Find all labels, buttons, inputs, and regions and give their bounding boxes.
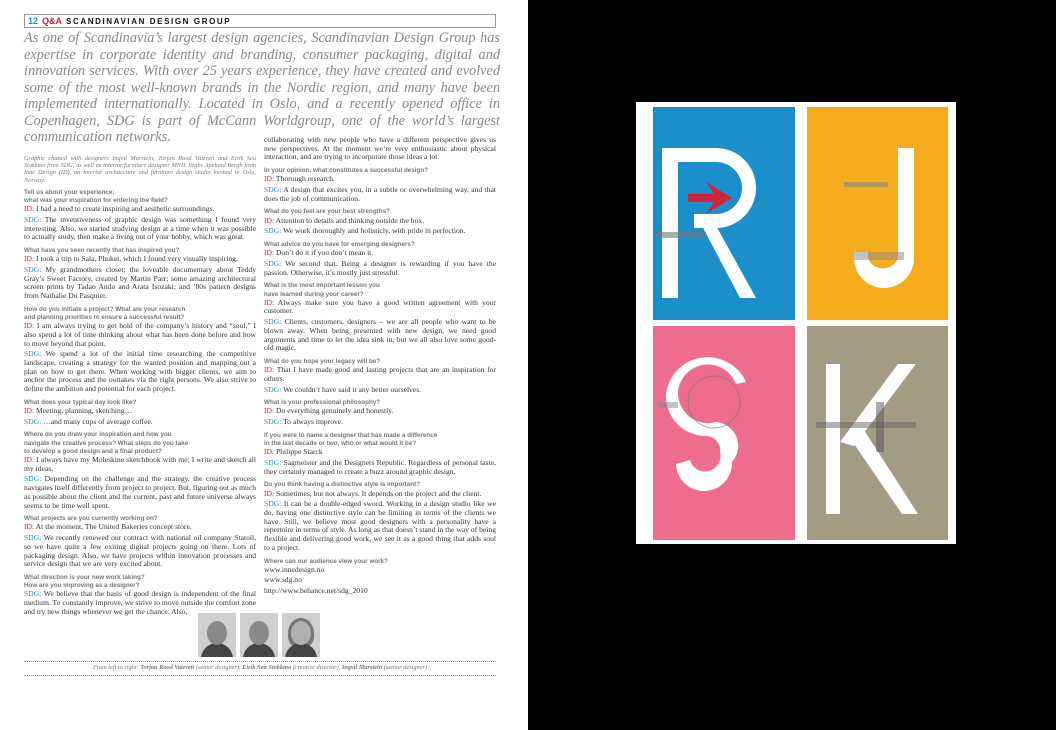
- answer-text: At the moment, The United Bakeries concept store.: [34, 522, 192, 532]
- question: and planning priorities to ensure a successful result?: [24, 313, 185, 321]
- question: What is the most important lesson you: [264, 282, 380, 290]
- answer: [264, 227, 496, 236]
- answer-text: Always make sure you have a good written agreement with your customer.: [264, 297, 496, 316]
- question: What have you seen recently that has inspired you?: [24, 247, 180, 255]
- designer-photos: [198, 613, 320, 657]
- answer-text: Do everything genuinely and honestly.: [274, 406, 394, 416]
- rjsk-poster: [636, 102, 956, 544]
- speaker-label: SDG:: [264, 317, 282, 327]
- caption-name: Ingvil Marstein: [341, 664, 383, 671]
- speaker-label: ID:: [24, 455, 35, 464]
- question: Tell us about your experience;: [24, 188, 115, 196]
- answer: [264, 186, 496, 203]
- speaker-label: ID:: [24, 522, 35, 532]
- answer: [24, 407, 256, 416]
- speaker-label: ID:: [264, 215, 275, 225]
- answer: [264, 459, 496, 476]
- answer-text: We work thoroughly and holisticly, with pride in perfection.: [281, 226, 466, 236]
- question: in the last decade or two, who or what would it be?: [264, 440, 417, 448]
- answer: [264, 448, 496, 457]
- speaker-label: SDG:: [24, 264, 42, 274]
- answer: [24, 322, 256, 348]
- answer-text: It can be a double-edged sword. Working in a design studio like we do, having one distinctive style can be limiting in terms of the clients we have. Still, we believe most good designers with a personality have a repertoire in terms of style. As long as that doesn’t stand in the way of being flexible and delivering good work, we see it as a good thing that adds soul to a project.: [264, 499, 496, 552]
- page-number: 12: [28, 16, 39, 26]
- speaker-label: SDG:: [264, 226, 282, 236]
- answer: [264, 386, 496, 395]
- question: What do you feel are your best strengths?: [264, 208, 390, 216]
- question: What is your professional philosophy?: [264, 399, 381, 407]
- left-column: [24, 155, 256, 618]
- answer-text: I took a trip to Sala, Phuket, which I found very visually inspiring.: [34, 254, 238, 264]
- answer-text: Don’t do it if you don’t mean it.: [274, 248, 374, 258]
- question: to develop a good design and a final product?: [24, 447, 162, 455]
- question: have learned during your career?: [264, 290, 364, 298]
- answer: [264, 249, 496, 258]
- interview-credit: Graphic chatted with designers Ingvil Marstein, Torjan Rood Vaizveit and Eirik Seu Stokkmo from SDG, as well as interior/furniture designer MNIL Vegbs Apelund Bergh from Inne Design (ID), an interior architecture and furniture design studio located in Oslo, Norway.: [24, 155, 256, 184]
- answer: [264, 217, 496, 226]
- answer-text: To always improve.: [281, 417, 344, 427]
- question: What advice do you have for emerging designers?: [264, 241, 415, 249]
- answer: [264, 366, 496, 383]
- question: What does your typical day look like?: [24, 398, 137, 406]
- question: How do you initiate a project? What are your research: [24, 305, 186, 313]
- right-column: [264, 136, 496, 598]
- answer: [24, 205, 256, 214]
- answer-text: Sometimes, but not always. It depends on the project and the client.: [274, 488, 482, 498]
- answer-text: Thorough research.: [274, 174, 335, 184]
- answer-text: We couldn’t have said it any better ourselves.: [281, 384, 422, 394]
- answer-text: We spend a lot of the initial time researching the competitive landscape, creating a strategy for the wanted position and mapping out a plan on how to get there. When working with bigger clients, we aim to anchor the process and the outtakes via the right persons. We also strive to define the ambition and potential for each project.: [24, 349, 256, 394]
- speaker-label: ID:: [264, 406, 275, 416]
- answer: [264, 407, 496, 416]
- answer: [24, 418, 256, 427]
- answer: [264, 490, 496, 499]
- answer-text: My grandmothers closet; the loveable documentary about Teddy Gray’s Sweet Factory, created by Martin Parr; some amazing architectural screen prints by Tadao Ando and Arata Isozaki; and ’80s pattern designs from Nathalie Du Pasquier.: [24, 264, 256, 301]
- yellow-panel: [807, 107, 948, 320]
- answer-text: The inventiveness of graphic design was something I found very interesting. Also, we started studying design at a time when it was possible to actually study, then make a living out of your hobby, which was great.: [24, 214, 256, 242]
- speaker-label: SDG:: [24, 474, 42, 484]
- speaker-label: SDG:: [264, 417, 282, 427]
- answer: [264, 318, 496, 353]
- answer: [264, 299, 496, 316]
- answer: [24, 456, 256, 473]
- portrait-photo: [240, 613, 278, 657]
- speaker-label: ID:: [264, 174, 275, 184]
- answer: [24, 534, 256, 569]
- caption-role: (creative director): [291, 664, 339, 671]
- answer-text: We recently renewed our contract with national oil company Statoil, so we have quite a few exiting digital projects going on there. Lots of packaging design. Also, we have projects within innovation processes and service design that we are very excited about.: [24, 533, 256, 569]
- answer-text: That I have made good and lasting projects that are an inspiration for others.: [264, 365, 496, 383]
- answer-text: We believe that the basis of good design is independent of the final medium. To constantly improve, we strive to move outside the comfort zone and try new things whenever we get the chance. Also,: [24, 589, 256, 616]
- caption-role: (senior designer): [382, 664, 428, 671]
- answer: [264, 576, 496, 585]
- speaker-label: ID:: [24, 405, 35, 415]
- speaker-label: ID:: [264, 297, 275, 307]
- question: what was your inspiration for entering the field?: [24, 197, 168, 205]
- right-column-lead: collaborating with new people who have a different perspective gives us new perspectives. At the moment we’re very enthusiastic about physical interaction, and are trying to incorporate those ideas a lot.: [264, 135, 496, 162]
- speaker-label: ID:: [264, 365, 275, 375]
- caption-name: Eirik Seu Stokkmo: [242, 664, 292, 671]
- portrait-photo: [282, 613, 320, 657]
- speaker-label: ID:: [264, 488, 275, 498]
- answer-text: A design that excites you, in a subtle or overwhelming way, and that does the job of communication.: [264, 185, 496, 203]
- speaker-label: ID:: [24, 321, 35, 331]
- answer: [24, 255, 256, 264]
- answer-text: …and many cups of average coffee.: [41, 416, 153, 426]
- divider: [24, 661, 496, 662]
- question: In your opinion, what constitutes a successful design?: [264, 167, 429, 175]
- question: What direction is your new work taking?: [24, 573, 145, 581]
- caption-prefix: From left to right:: [92, 664, 141, 671]
- question: What do you hope your legacy will be?: [264, 357, 381, 365]
- answer: [264, 587, 496, 596]
- question: How are you improving as a designer?: [24, 582, 140, 590]
- section-title: SCANDINAVIAN DESIGN GROUP: [66, 16, 232, 26]
- answer-text: www.sdg.no: [264, 575, 302, 585]
- speaker-label: SDG:: [264, 258, 282, 268]
- speaker-label: SDG:: [264, 499, 282, 509]
- divider: [24, 675, 496, 676]
- answer: [24, 216, 256, 242]
- answer: [264, 500, 496, 552]
- answer: [24, 350, 256, 394]
- question: What projects are you currently working on?: [24, 515, 158, 523]
- speaker-label: SDG:: [264, 384, 282, 394]
- speaker-label: SDG:: [264, 185, 282, 195]
- question: If you were to name a designer that has made a difference: [264, 431, 438, 439]
- answer-text: Depending on the challenge and the strategy, the creative process navigates itself differently from project to project. But, figuring out as much as possible about the client and the current, past and future universe always seems to be time well spent.: [24, 474, 256, 510]
- portrait-photo: [198, 613, 236, 657]
- caption-name: Torjan Rood Vaizveit: [140, 664, 195, 671]
- question: Do you think having a distinctive style is important?: [264, 481, 421, 489]
- answer-text: Philippe Starck: [274, 447, 323, 457]
- answer-text: We second that. Being a designer is rewarding if you have the passion. Otherwise, it’s mostly just stressful.: [264, 258, 496, 277]
- question: Where can our audience view your work?: [264, 557, 388, 565]
- answer: [264, 175, 496, 184]
- poster-artwork: [636, 102, 956, 544]
- question: Where do you draw your inspiration and how you: [24, 431, 172, 439]
- speaker-label: SDG:: [24, 214, 42, 224]
- answer-text: I am always trying to get hold of the company’s history and “soul.” I also spend a lot of time thinking about what has been done before and how to move beyond that point.: [24, 321, 256, 348]
- page-header: [24, 14, 496, 28]
- photo-caption: From left to right: Torjan Rood Vaizveit (senior designer), Eirik Seu Stokkmo (creative director), Ingvil Marstein (senior designer): [92, 664, 428, 671]
- speaker-label: SDG:: [24, 416, 42, 426]
- qa-label: Q&A: [42, 16, 63, 26]
- answer-text: Sagmeister and the Designers Republic. Regardless of personal taste, they certainly managed to create a buzz around graphic design.: [264, 458, 496, 476]
- speaker-label: SDG:: [24, 349, 42, 359]
- answer: [24, 523, 256, 532]
- caption-role: (senior designer): [194, 664, 240, 671]
- speaker-label: SDG:: [24, 533, 42, 543]
- answer-text: http://www.behance.net/sdg_2010: [264, 586, 368, 596]
- answer-text: www.innedesign.no: [264, 564, 325, 574]
- speaker-label: ID:: [264, 248, 275, 258]
- answer: [264, 418, 496, 427]
- answer: [264, 260, 496, 277]
- speaker-label: ID:: [24, 254, 35, 264]
- answer-text: Meeting, planning, sketching…: [34, 405, 133, 415]
- answer-text: I had a need to create inspiring and aesthetic surroundings.: [34, 204, 215, 214]
- question: navigate the creative process? What steps do you take: [24, 439, 189, 447]
- answer: [264, 566, 496, 575]
- answer-text: Attention to details and thinking outside the box.: [274, 215, 425, 225]
- speaker-label: ID:: [264, 447, 275, 457]
- answer: [24, 266, 256, 301]
- answer-text: I always have my Moleskine sketchbook with me; I write and sketch all my ideas.: [24, 455, 256, 473]
- speaker-label: SDG:: [264, 458, 282, 467]
- answer-text: Clients, customers, designers – we are all people who want to be blown away. When being presented with new design, we need good arguments and time to let the idea sink in, but we all also love some good-old magic.: [264, 317, 496, 353]
- speaker-label: SDG:: [24, 589, 42, 599]
- answer: [24, 475, 256, 510]
- speaker-label: ID:: [24, 204, 35, 214]
- intro-paragraph: As one of Scandinavia’s largest design agencies, Scandinavian Design Group has expertise in corporate identity and branding, consumer packaging, digital and innovation services. With over 25 years experience, they have created and evolved some of the most well-known brands in the Nordic region, and many have been implemented internationally. Located in Oslo, and a recently opened office in Copenhagen, SDG is part of McCann Worldgroup, one of the world’s largest communication networks.: [24, 30, 500, 145]
